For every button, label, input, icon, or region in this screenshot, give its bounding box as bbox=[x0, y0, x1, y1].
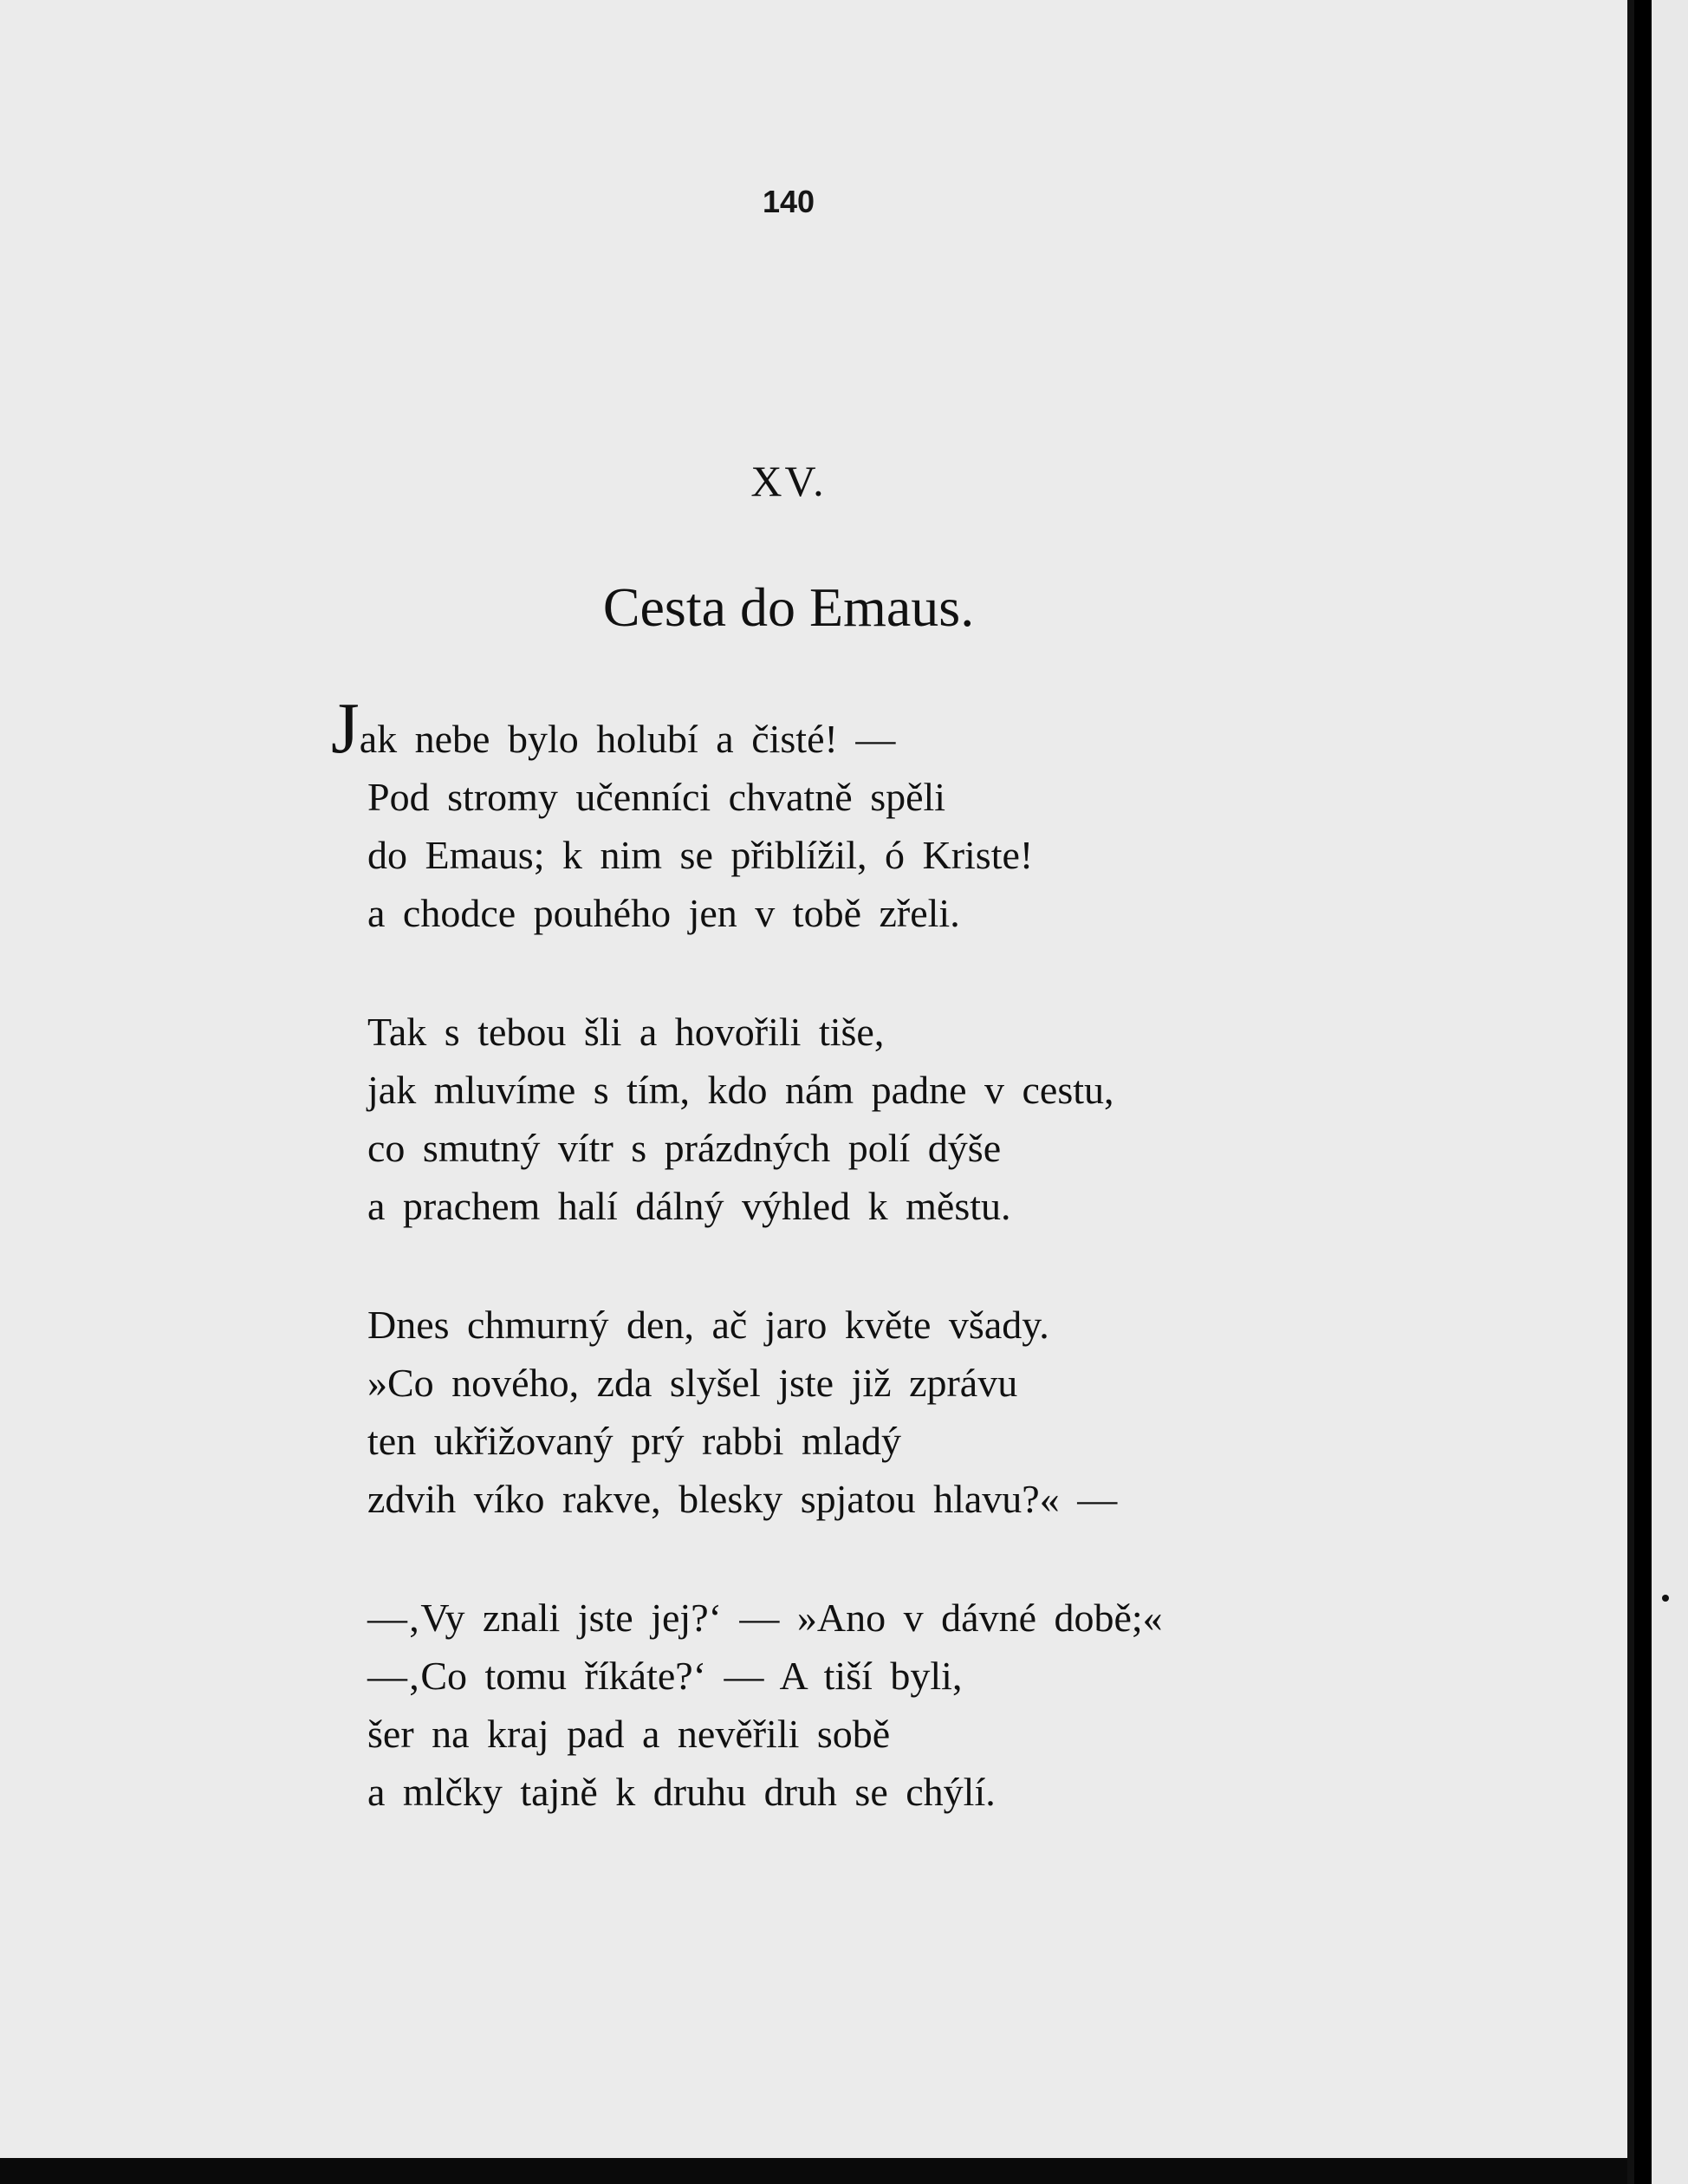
stanza-2 bbox=[367, 1003, 1581, 1235]
adjacent-page-edge bbox=[1652, 0, 1688, 2184]
poem-line: do Emaus; k nim se přiblížil, ó Kriste! bbox=[367, 833, 1034, 877]
poem-line-text: ak nebe bylo holubí a čisté! — bbox=[359, 717, 896, 761]
poem-line: Tak s tebou šli a hovořili tiše, bbox=[367, 1010, 885, 1054]
poem-title: Cesta do Emaus. bbox=[602, 576, 975, 638]
poem-line: a prachem halí dálný výhled k městu. bbox=[367, 1184, 1011, 1228]
poem-line: »Co nového, zda slyšel jste již zprávu bbox=[367, 1361, 1018, 1405]
poem-line bbox=[331, 688, 1581, 769]
page-gutter-shadow bbox=[1627, 0, 1634, 2184]
scan-speck bbox=[1662, 1595, 1669, 1602]
poem-body bbox=[331, 688, 1581, 1882]
chapter-numeral: XV. bbox=[750, 457, 827, 505]
scan-bottom-border bbox=[0, 2158, 1627, 2184]
stanza-4 bbox=[367, 1589, 1581, 1821]
poem-line: jak mluvíme s tím, kdo nám padne v cestu, bbox=[367, 1068, 1114, 1112]
poem-line: šer na kraj pad a nevěřili sobě bbox=[367, 1712, 891, 1756]
poem-line: —‚Vy znali jste jej?‘ — »Ano v dávné době;« bbox=[367, 1596, 1163, 1640]
poem-line: co smutný vítr s prázdných polí dýše bbox=[367, 1126, 1002, 1170]
page-number: 140 bbox=[762, 184, 815, 219]
poem-line: Dnes chmurný den, ač jaro květe všady. bbox=[367, 1303, 1049, 1347]
poem-line: zdvih víko rakve, blesky spjatou hlavu?« — bbox=[367, 1477, 1118, 1521]
poem-line: Pod stromy učenníci chvatně spěli bbox=[367, 775, 946, 819]
poem-line: a mlčky tajně k druhu druh se chýlí. bbox=[367, 1770, 996, 1814]
poem-line: ten ukřižovaný prý rabbi mladý bbox=[367, 1419, 901, 1463]
drop-cap: J bbox=[331, 688, 360, 769]
stanza-1 bbox=[331, 688, 1581, 942]
stanza-3 bbox=[367, 1296, 1581, 1528]
poem-line: —‚Co tomu říkáte?‘ — A tiší byli, bbox=[367, 1654, 963, 1698]
poem-line: a chodce pouhého jen v tobě zřeli. bbox=[367, 891, 960, 935]
